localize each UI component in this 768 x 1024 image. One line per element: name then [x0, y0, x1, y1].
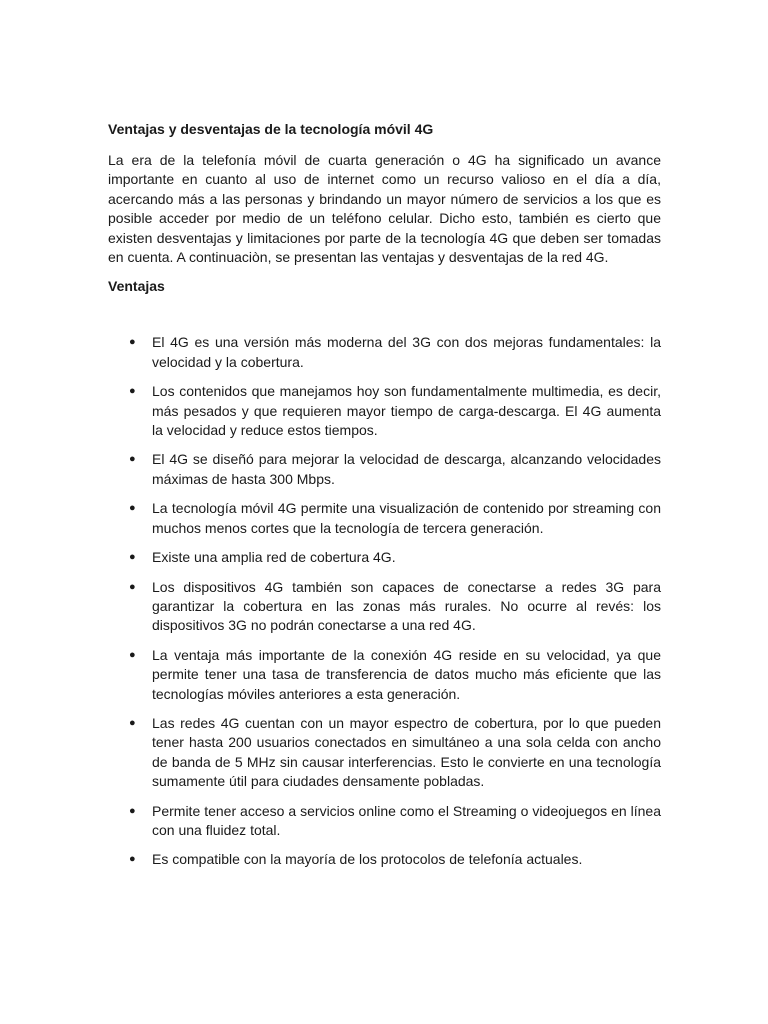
bullet-icon: ●	[129, 551, 136, 564]
bullet-icon: ●	[129, 716, 136, 729]
document-title: Ventajas y desventajas de la tecnología móvil 4G	[108, 121, 434, 137]
section-title-ventajas: Ventajas	[108, 278, 165, 295]
intro-paragraph: La era de la telefonía móvil de cuarta generación o 4G ha significado un avance importante en cuanto al uso de internet como un recurso valioso en el día a día, acercando más a las personas y brindando un mayor número de servicios a los que es posible acceder por medio de un teléfono celular. Dicho esto, también es cierto que existen desventajas y limitaciones por parte de la tecnología 4G que deben ser tomadas en cuenta. A continuaciòn, se presentan las ventajas y desventajas de la red 4G.	[108, 152, 661, 266]
bullet-icon: ●	[129, 453, 136, 466]
list-item-text: Los dispositivos 4G también son capaces de conectarse a redes 3G para garantizar la cobertura en las zonas más rurales. No ocurre al revés: los dispositivos 3G no podrán conectarse a una red 4G.	[152, 578, 661, 634]
list-item-text: Las redes 4G cuentan con un mayor espectro de cobertura, por lo que pueden tener hasta 200 usuarios conectados en simultáneo a una sola celda con ancho de banda de 5 MHz sin causar interferencias. Esto le convierte en una tecnología sumamente útil para ciudades densamente pobladas.	[152, 714, 661, 790]
list-item	[108, 333, 661, 372]
list-item	[108, 850, 661, 869]
advantages-list	[108, 333, 661, 869]
list-item-text: La tecnología móvil 4G permite una visualización de contenido por streaming con muchos menos cortes que la tecnología de tercera generación.	[152, 500, 661, 536]
list-item	[108, 450, 661, 489]
bullet-icon: ●	[129, 502, 136, 515]
list-item-text: La ventaja más importante de la conexión 4G reside en su velocidad, ya que permite tener una tasa de transferencia de datos mucho más eficiente que las tecnologías móviles anteriores a esta generación.	[152, 646, 661, 702]
list-item	[108, 714, 661, 792]
list-item	[108, 548, 661, 567]
bullet-icon: ●	[129, 580, 136, 593]
bullet-icon: ●	[129, 804, 136, 817]
list-item-text: Existe una amplia red de cobertura 4G.	[152, 549, 396, 566]
list-item-text: Permite tener acceso a servicios online como el Streaming o videojuegos en línea con una fluidez total.	[152, 802, 661, 838]
bullet-icon: ●	[129, 853, 136, 866]
list-item	[108, 802, 661, 841]
bullet-icon: ●	[129, 648, 136, 661]
list-item	[108, 382, 661, 440]
list-item	[108, 646, 661, 704]
list-item	[108, 578, 661, 636]
list-item-text: Es compatible con la mayoría de los protocolos de telefonía actuales.	[152, 851, 583, 868]
list-item	[108, 499, 661, 538]
bullet-icon: ●	[129, 336, 136, 349]
list-item-text: El 4G es una versión más moderna del 3G con dos mejoras fundamentales: la velocidad y la cobertura.	[152, 334, 661, 370]
bullet-icon: ●	[129, 385, 136, 398]
list-item-text: Los contenidos que manejamos hoy son fundamentalmente multimedia, es decir, más pesados y que requieren mayor tiempo de carga-descarga. El 4G aumenta la velocidad y reduce estos tiempos.	[152, 383, 661, 439]
list-item-text: El 4G se diseñó para mejorar la velocidad de descarga, alcanzando velocidades máximas de hasta 300 Mbps.	[152, 451, 661, 487]
document-page	[108, 120, 661, 880]
